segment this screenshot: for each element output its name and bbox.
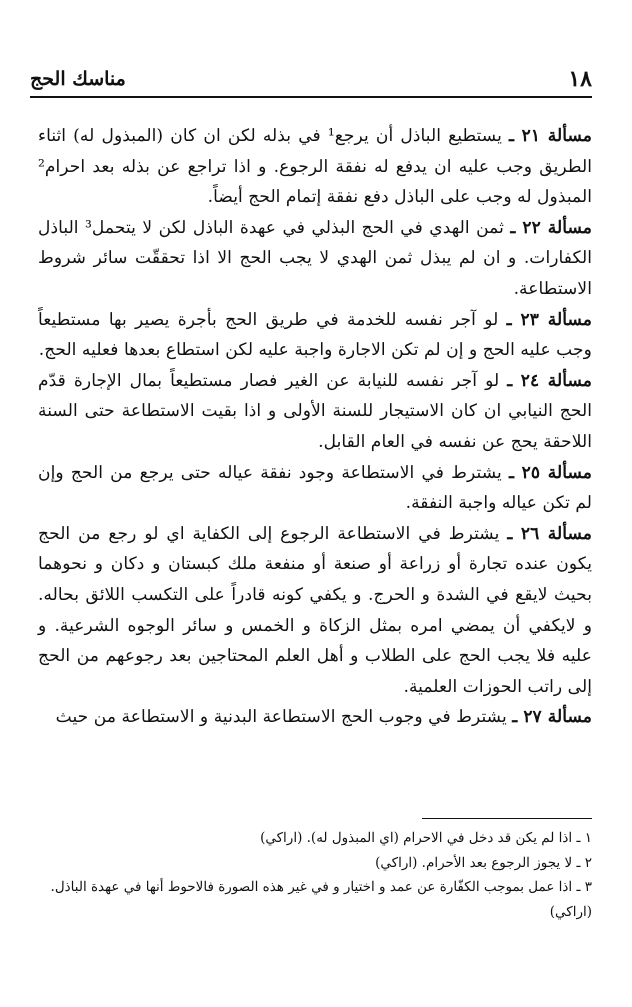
paragraph-text: يستطيع الباذل أن يرجع¹ في بذله لكن ان كان (المبذول له) اثناء الطريق وجب عليه ان يدفع له نفقة الرجوع. و اذا تراجع عن بذله بعد احرام² المبذول له وجب على الباذل دفع نفقة إتمام الحج أيضاً. — [38, 126, 592, 208]
paragraph-masala-21 — [38, 121, 592, 213]
paragraph-masala-22 — [38, 213, 592, 305]
masala-label: مسألة ٢٦ ـ — [507, 523, 592, 544]
main-text — [38, 121, 592, 733]
paragraph-masala-25 — [38, 458, 592, 519]
paragraph-text: ثمن الهدي في الحج البذلي في عهدة الباذل لكن لا يتحمل³ الباذل الكفارات. و ان لم يبذل ثمن الهدي لا يجب الحج الا اذا تحققّت سائر شروط الاستطاعة. — [38, 217, 592, 299]
paragraph-masala-23 — [38, 305, 592, 366]
running-title: مناسك الحج — [30, 68, 126, 90]
footnote-2: ٢ ـ لا يجوز الرجوع بعد الأحرام. (اراكي) — [375, 854, 592, 871]
footnote-3: ٣ ـ اذا عمل بموجب الكفّارة عن عمد و اختيار و في غير هذه الصورة فالاحوط أنها في عهدة الباذل. (اراكي) — [50, 879, 592, 920]
masala-label: مسألة ٢٢ ـ — [510, 217, 592, 238]
page-header — [30, 66, 592, 98]
footnote-divider — [422, 818, 592, 819]
paragraph-masala-26 — [38, 519, 592, 703]
paragraph-text: يشترط في الاستطاعة وجود نفقة عياله حتى يرجع من الحج وإن لم تكن عياله واجبة النفقة. — [38, 462, 592, 514]
footnotes — [38, 826, 592, 924]
paragraph-text: يشترط في الاستطاعة الرجوع إلى الكفاية اي لو رجع من الحج يكون عنده تجارة أو زراعة أو صنعة أو منفعة ملك كبستان و دكان و نحوهما بحيث لايقع في الشدة و الحرج. و يكفي كونه قادراً على التكسب اللائق بحاله. و لايكفي أن يمضي امره بمثل الزكاة و الخمس و سائر الوجوه الشرعية. و عليه فلا يجب الحج على الطلاب و أهل العلم المحتاجين بعد رجوعهم من الحج إلى راتب الحوزات العلمية. — [38, 523, 592, 697]
masala-label: مسألة ٢٥ ـ — [508, 462, 593, 483]
masala-label: مسألة ٢١ ـ — [508, 126, 593, 146]
footnote-1: ١ ـ اذا لم يكن قد دخل في الاحرام (اي المبذول له). (اراكي) — [260, 830, 592, 846]
page-number: ١٨ — [568, 66, 592, 92]
paragraph-text: لو آجر نفسه للخدمة في طريق الحج بأجرة يصير بها مستطيعاً وجب عليه الحج و إن لم تكن الاجارة واجبة عليه لكن استطاع بعدها فعليه الحج. — [38, 309, 592, 361]
paragraph-masala-27 — [38, 702, 592, 733]
masala-label: مسألة ٢٧ ـ — [512, 707, 592, 728]
paragraph-masala-24 — [38, 366, 592, 458]
paragraph-text: لو آجر نفسه للنيابة عن الغير فصار مستطيعاً بمال الإجارة قدّم الحج النيابي ان كان الاستيجار للسنة الأولى و اذا بقيت الاستطاعة حتى السنة اللاحقة يحج عن نفسه في العام القابل. — [38, 370, 592, 452]
masala-label: مسألة ٢٤ ـ — [507, 370, 592, 391]
paragraph-text: يشترط في وجوب الحج الاستطاعة البدنية و الاستطاعة من حيث — [55, 707, 507, 728]
masala-label: مسألة ٢٣ ـ — [506, 309, 592, 330]
